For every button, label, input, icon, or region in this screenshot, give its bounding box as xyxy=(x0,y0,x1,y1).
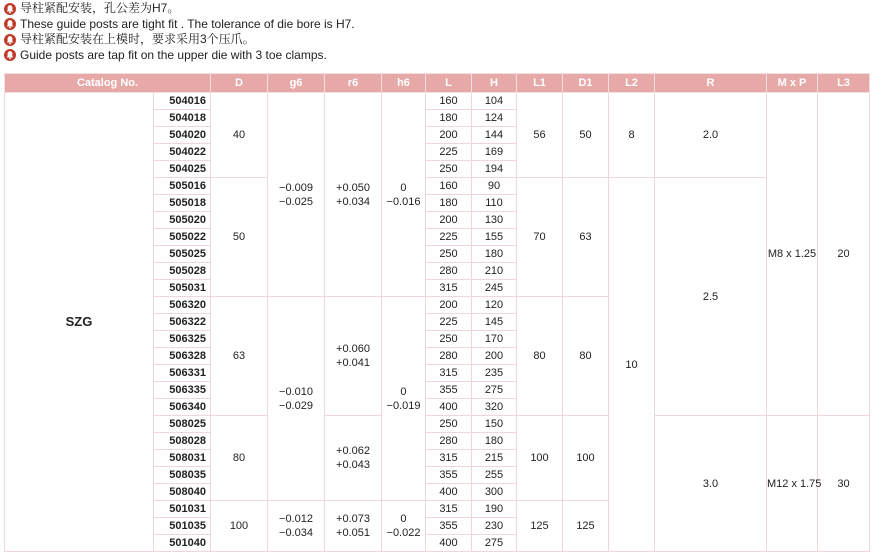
guide-post-spec-table xyxy=(4,73,870,552)
d1-value: 63 xyxy=(579,231,592,243)
l2-cell xyxy=(609,178,655,552)
catalog-number-cell: 501031 xyxy=(154,501,211,518)
h6-tolerance-value: 0 −0.022 xyxy=(386,513,421,539)
h-cell: 124 xyxy=(472,110,517,127)
catalog-number-cell: 508025 xyxy=(154,416,211,433)
l2-value: 10 xyxy=(625,358,638,371)
d-value: 80 xyxy=(232,452,246,464)
d1-value: 100 xyxy=(576,452,595,464)
h6-tolerance-value: 0 −0.019 xyxy=(386,385,421,412)
h-cell: 245 xyxy=(472,280,517,297)
catalog-number-cell: 505020 xyxy=(154,212,211,229)
l1-value: 125 xyxy=(530,520,549,532)
h-cell: 155 xyxy=(472,229,517,246)
d1-cell xyxy=(563,178,609,297)
warning-bell-icon xyxy=(4,49,16,61)
h-cell: 300 xyxy=(472,484,517,501)
warning-bell-icon xyxy=(4,34,16,46)
catalog-number-cell: 508040 xyxy=(154,484,211,501)
d-cell xyxy=(211,501,268,552)
g6-tolerance-value: −0.009 −0.025 xyxy=(279,181,313,208)
catalog-number-cell: 504022 xyxy=(154,144,211,161)
note-text: 导柱紧配安装，孔公差为H7。 xyxy=(20,1,180,15)
l1-value: 100 xyxy=(530,452,549,464)
l3-cell xyxy=(818,93,870,416)
catalog-number-cell: 505018 xyxy=(154,195,211,212)
l-cell: 200 xyxy=(426,127,472,144)
catalog-number-cell: 505031 xyxy=(154,280,211,297)
h6-tolerance-value: 0 −0.016 xyxy=(386,181,421,208)
note-line xyxy=(4,17,864,33)
catalog-number-cell: 506331 xyxy=(154,365,211,382)
catalog-number-cell: 508035 xyxy=(154,467,211,484)
h-cell: 150 xyxy=(472,416,517,433)
header-l1: L1 xyxy=(517,74,563,93)
header-g6: g6 xyxy=(268,74,325,93)
l3-value: 30 xyxy=(837,477,850,490)
h-cell: 275 xyxy=(472,535,517,552)
h-cell: 120 xyxy=(472,297,517,314)
catalog-number-cell: 506322 xyxy=(154,314,211,331)
catalog-number-cell: 508031 xyxy=(154,450,211,467)
h-cell: 110 xyxy=(472,195,517,212)
catalog-number-cell: 501035 xyxy=(154,518,211,535)
l-cell: 280 xyxy=(426,433,472,450)
l-cell: 355 xyxy=(426,467,472,484)
d-value: 100 xyxy=(229,520,249,532)
header-d: D xyxy=(211,74,268,93)
r6-tolerance-cell xyxy=(325,501,382,552)
mxp-value: M8 x 1.25 xyxy=(767,248,817,260)
r6-tolerance-cell xyxy=(325,297,382,416)
l-cell: 400 xyxy=(426,535,472,552)
l-cell: 315 xyxy=(426,501,472,518)
catalog-number-cell: 504020 xyxy=(154,127,211,144)
g6-tolerance-cell xyxy=(268,93,325,297)
l-cell: 400 xyxy=(426,399,472,416)
r-value: 2.0 xyxy=(702,129,719,141)
l-cell: 400 xyxy=(426,484,472,501)
h-cell: 145 xyxy=(472,314,517,331)
l-cell: 280 xyxy=(426,263,472,280)
h6-tolerance-cell xyxy=(382,501,426,552)
header-l3: L3 xyxy=(818,74,870,93)
catalog-number-cell: 504025 xyxy=(154,161,211,178)
d-value: 63 xyxy=(232,350,246,362)
h-cell: 255 xyxy=(472,467,517,484)
l-cell: 280 xyxy=(426,348,472,365)
note-text: These guide posts are tight fit . The tolerance of die bore is H7. xyxy=(20,16,355,31)
l-cell: 315 xyxy=(426,365,472,382)
l1-cell xyxy=(517,297,563,416)
d-cell xyxy=(211,93,268,178)
catalog-number-cell: 505022 xyxy=(154,229,211,246)
catalog-number-cell: 505028 xyxy=(154,263,211,280)
d-cell xyxy=(211,416,268,501)
mxp-value: M12 x 1.75 xyxy=(767,477,822,490)
d1-cell xyxy=(563,297,609,416)
h-cell: 230 xyxy=(472,518,517,535)
l-cell: 315 xyxy=(426,450,472,467)
header-r: R xyxy=(655,74,767,93)
l-cell: 180 xyxy=(426,110,472,127)
l1-value: 80 xyxy=(533,350,546,362)
catalog-number-cell: 505025 xyxy=(154,246,211,263)
r6-tolerance-cell xyxy=(325,93,382,297)
l-cell: 250 xyxy=(426,416,472,433)
g6-tolerance-value: −0.012 −0.034 xyxy=(279,513,313,539)
catalog-number-cell: 504018 xyxy=(154,110,211,127)
d1-cell xyxy=(563,501,609,552)
h-cell: 190 xyxy=(472,501,517,518)
h-cell: 169 xyxy=(472,144,517,161)
warning-bell-icon xyxy=(4,3,16,15)
h-cell: 170 xyxy=(472,331,517,348)
h-cell: 130 xyxy=(472,212,517,229)
note-text: Guide posts are tap fit on the upper die with 3 toe clamps. xyxy=(20,47,327,62)
r6-tolerance-value: +0.062 +0.043 xyxy=(336,445,370,471)
l1-cell xyxy=(517,501,563,552)
h-cell: 210 xyxy=(472,263,517,280)
catalog-number-cell: 506340 xyxy=(154,399,211,416)
h-cell: 215 xyxy=(472,450,517,467)
d-value: 50 xyxy=(232,231,246,243)
l3-value: 20 xyxy=(837,248,850,260)
header-r6: r6 xyxy=(325,74,382,93)
warning-bell-icon xyxy=(4,18,16,30)
note-line xyxy=(4,48,864,64)
l-cell: 315 xyxy=(426,280,472,297)
mxp-cell xyxy=(767,93,818,416)
h-cell: 90 xyxy=(472,178,517,195)
l2-value: 8 xyxy=(628,129,635,141)
d1-cell xyxy=(563,93,609,178)
header-catalog-no: Catalog No. xyxy=(5,74,211,93)
header-l: L xyxy=(426,74,472,93)
l-cell: 180 xyxy=(426,195,472,212)
r-cell xyxy=(655,416,767,552)
r-cell xyxy=(655,93,767,178)
l3-cell xyxy=(818,416,870,552)
l-cell: 225 xyxy=(426,314,472,331)
h6-tolerance-cell xyxy=(382,93,426,297)
l1-value: 70 xyxy=(533,231,546,243)
catalog-number-cell: 505016 xyxy=(154,178,211,195)
r6-tolerance-value: +0.073 +0.051 xyxy=(336,513,370,539)
l-cell: 355 xyxy=(426,382,472,399)
h-cell: 235 xyxy=(472,365,517,382)
l-cell: 225 xyxy=(426,229,472,246)
h-cell: 180 xyxy=(472,246,517,263)
l-cell: 160 xyxy=(426,178,472,195)
d1-value: 80 xyxy=(579,350,592,362)
r6-tolerance-value: +0.060 +0.041 xyxy=(336,343,370,369)
catalog-number-cell: 506328 xyxy=(154,348,211,365)
r6-tolerance-cell xyxy=(325,416,382,501)
catalog-number-cell: 508028 xyxy=(154,433,211,450)
l-cell: 160 xyxy=(426,93,472,110)
l-cell: 250 xyxy=(426,331,472,348)
h-cell: 320 xyxy=(472,399,517,416)
catalog-number-cell: 501040 xyxy=(154,535,211,552)
d-value: 40 xyxy=(232,129,246,141)
l2-cell xyxy=(609,93,655,178)
d1-cell xyxy=(563,416,609,501)
r6-tolerance-value: +0.050 +0.034 xyxy=(336,181,370,208)
catalog-number-cell: 506335 xyxy=(154,382,211,399)
h-cell: 275 xyxy=(472,382,517,399)
header-h6: h6 xyxy=(382,74,426,93)
h-cell: 200 xyxy=(472,348,517,365)
l-cell: 200 xyxy=(426,212,472,229)
mxp-cell xyxy=(767,416,822,552)
h-cell: 144 xyxy=(472,127,517,144)
h-cell: 104 xyxy=(472,93,517,110)
g6-tolerance-value: −0.010 −0.029 xyxy=(279,385,313,412)
notes xyxy=(4,1,864,63)
header-mxp: M x P xyxy=(767,74,818,93)
note-line xyxy=(4,32,864,48)
h-cell: 194 xyxy=(472,161,517,178)
l1-cell xyxy=(517,416,563,501)
table-row xyxy=(5,93,870,110)
header-l2: L2 xyxy=(609,74,655,93)
r-cell xyxy=(655,178,767,416)
l1-cell xyxy=(517,178,563,297)
r-value: 2.5 xyxy=(702,290,719,303)
d1-value: 125 xyxy=(576,520,595,532)
header-h: H xyxy=(472,74,517,93)
l-cell: 250 xyxy=(426,161,472,178)
l1-cell xyxy=(517,93,563,178)
h-cell: 180 xyxy=(472,433,517,450)
table-header-row xyxy=(5,74,870,93)
l-cell: 355 xyxy=(426,518,472,535)
l-cell: 225 xyxy=(426,144,472,161)
d-cell xyxy=(211,178,268,297)
l1-value: 56 xyxy=(533,129,546,141)
d-cell xyxy=(211,297,268,416)
catalog-number-cell: 504016 xyxy=(154,93,211,110)
table-body xyxy=(5,93,870,552)
note-text: 导柱紧配安装在上模时，要求采用3个压爪。 xyxy=(20,32,255,46)
header-d1: D1 xyxy=(563,74,609,93)
g6-tolerance-cell xyxy=(268,297,325,501)
series-code-cell: SZG xyxy=(5,93,154,552)
catalog-number-cell: 506325 xyxy=(154,331,211,348)
l-cell: 250 xyxy=(426,246,472,263)
g6-tolerance-cell xyxy=(268,501,325,552)
l-cell: 200 xyxy=(426,297,472,314)
h6-tolerance-cell xyxy=(382,297,426,501)
r-value: 3.0 xyxy=(702,477,719,490)
d1-value: 50 xyxy=(579,129,592,141)
catalog-number-cell: 506320 xyxy=(154,297,211,314)
note-line xyxy=(4,1,864,17)
